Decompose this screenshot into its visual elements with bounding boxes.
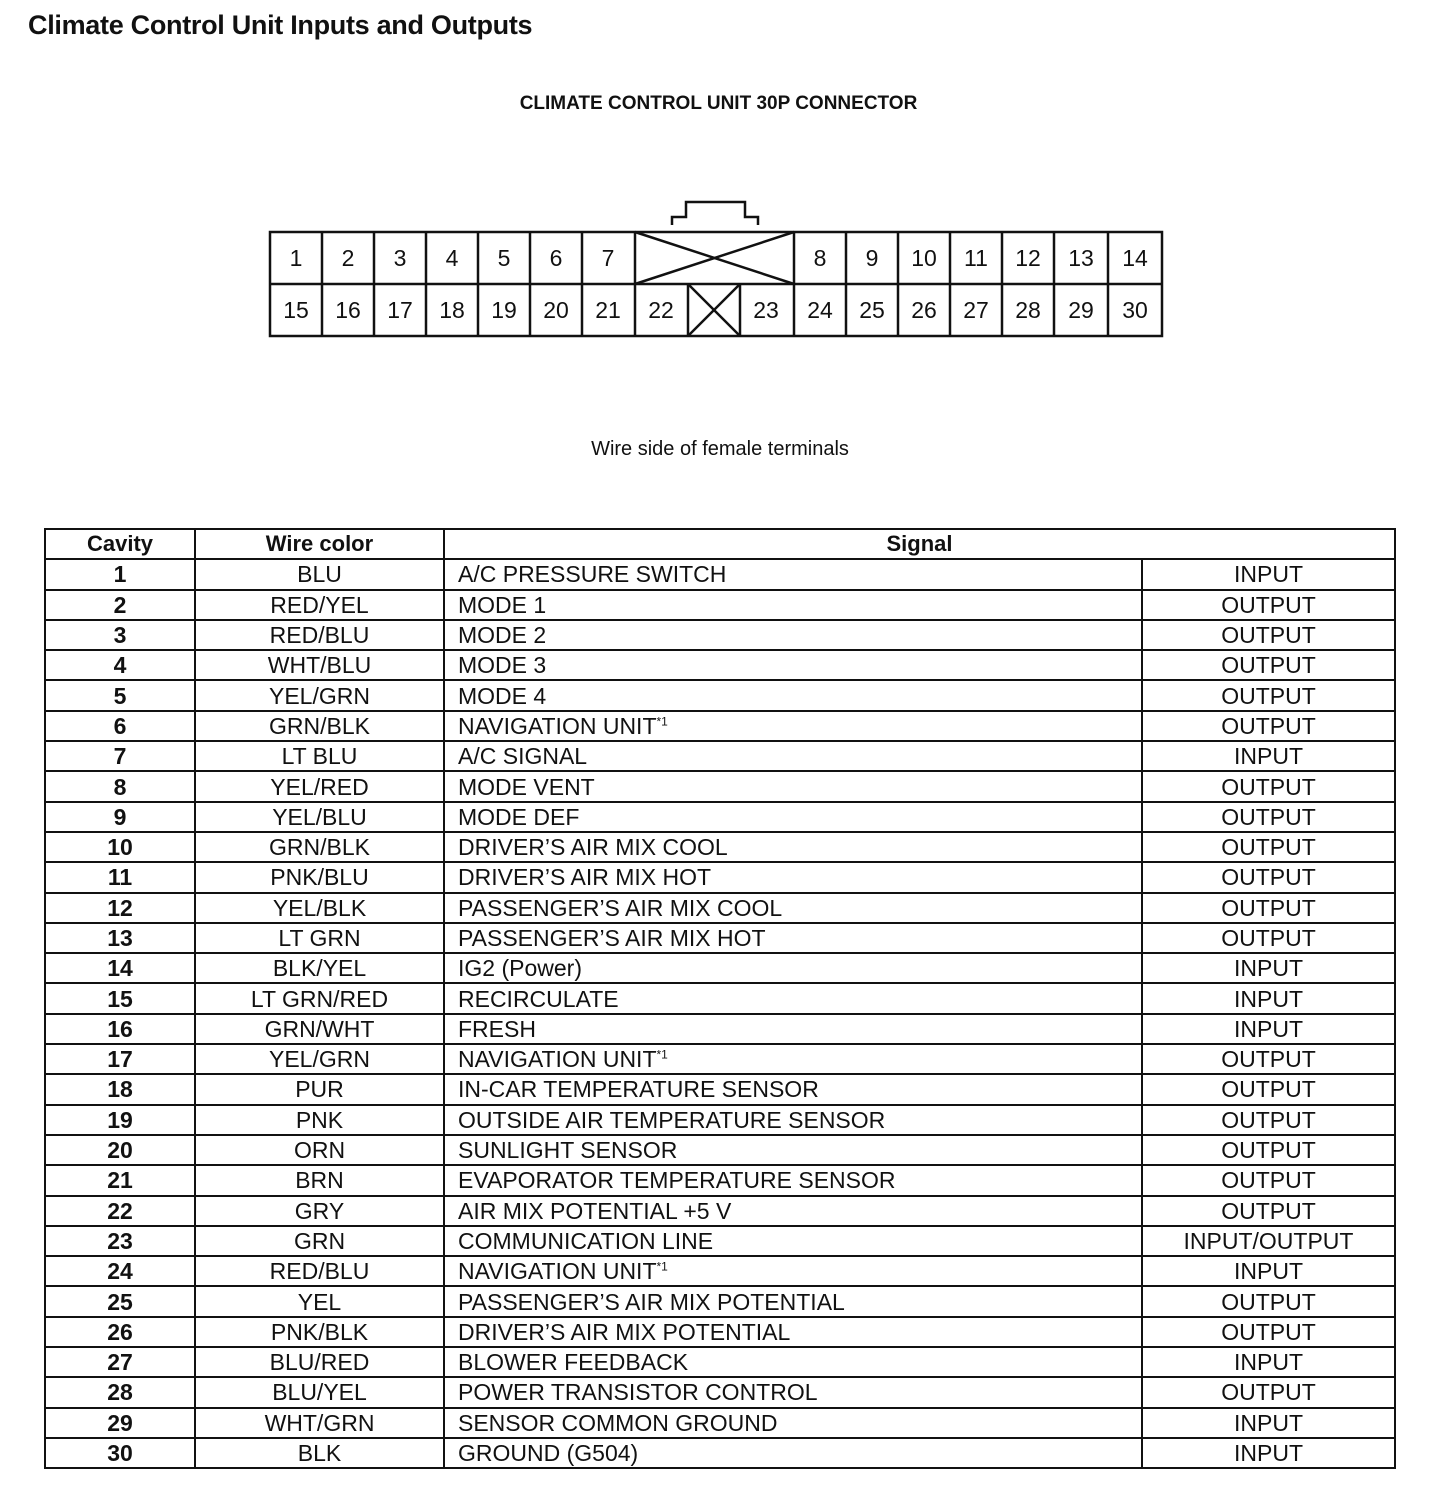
cavity-cell: 13 xyxy=(45,923,195,953)
wire-color-cell: YEL/GRN xyxy=(195,680,444,710)
table-row xyxy=(45,893,1395,923)
direction-cell: INPUT xyxy=(1142,1438,1395,1468)
wire-color-cell: BLK xyxy=(195,1438,444,1468)
direction-cell: INPUT xyxy=(1142,953,1395,983)
table-row xyxy=(45,1135,1395,1165)
wire-color-cell: RED/BLU xyxy=(195,1256,444,1286)
pin-label: 8 xyxy=(813,245,827,271)
signal-cell xyxy=(444,741,1142,771)
direction-cell: OUTPUT xyxy=(1142,1377,1395,1407)
signal-name: MODE DEF xyxy=(458,803,580,830)
pin-label: 30 xyxy=(1122,297,1148,323)
pin-label: 6 xyxy=(549,245,563,271)
wire-color-cell: BLK/YEL xyxy=(195,953,444,983)
wire-color-cell: GRY xyxy=(195,1196,444,1226)
signal-cell xyxy=(444,1286,1142,1316)
signal-name: A/C SIGNAL xyxy=(458,743,588,770)
wire-color-cell: PNK/BLK xyxy=(195,1317,444,1347)
direction-cell: OUTPUT xyxy=(1142,862,1395,892)
signal-cell xyxy=(444,953,1142,983)
cavity-cell: 21 xyxy=(45,1165,195,1195)
pin-label: 4 xyxy=(445,245,459,271)
signal-name: GROUND (G504) xyxy=(458,1440,639,1467)
signal-name: MODE 1 xyxy=(458,591,547,618)
signal-cell xyxy=(444,983,1142,1013)
pin-label: 7 xyxy=(601,245,615,271)
direction-cell: INPUT xyxy=(1142,983,1395,1013)
signal-cell xyxy=(444,1256,1142,1286)
signal-name: IG2 (Power) xyxy=(458,955,582,982)
direction-cell: INPUT xyxy=(1142,1014,1395,1044)
wire-color-cell: RED/YEL xyxy=(195,590,444,620)
signal-cell xyxy=(444,680,1142,710)
wire-color-cell: YEL/RED xyxy=(195,771,444,801)
table-row xyxy=(45,1317,1395,1347)
cavity-cell: 1 xyxy=(45,559,195,589)
signal-cell xyxy=(444,893,1142,923)
pin-label: 24 xyxy=(807,297,833,323)
wire-color-cell: LT GRN/RED xyxy=(195,983,444,1013)
pin-label: 20 xyxy=(543,297,569,323)
header-signal: Signal xyxy=(444,529,1395,559)
signal-cell xyxy=(444,1074,1142,1104)
direction-cell: OUTPUT xyxy=(1142,832,1395,862)
pin-label: 29 xyxy=(1068,297,1094,323)
signal-cell xyxy=(444,711,1142,741)
table-row xyxy=(45,741,1395,771)
signal-name: MODE VENT xyxy=(458,773,595,800)
cavity-cell: 6 xyxy=(45,711,195,741)
cavity-cell: 16 xyxy=(45,1014,195,1044)
signal-cell xyxy=(444,1438,1142,1468)
pin-label: 9 xyxy=(865,245,879,271)
connector-title-text: CLIMATE CONTROL UNIT 30P CONNECTOR xyxy=(519,93,918,114)
table-row xyxy=(45,559,1395,589)
direction-cell: OUTPUT xyxy=(1142,711,1395,741)
cavity-cell: 17 xyxy=(45,1044,195,1074)
direction-cell: OUTPUT xyxy=(1142,802,1395,832)
direction-cell: OUTPUT xyxy=(1142,923,1395,953)
cavity-cell: 25 xyxy=(45,1286,195,1316)
cavity-cell: 12 xyxy=(45,893,195,923)
wire-color-cell: BLU/RED xyxy=(195,1347,444,1377)
direction-cell: OUTPUT xyxy=(1142,680,1395,710)
table-row xyxy=(45,1014,1395,1044)
cavity-cell: 19 xyxy=(45,1105,195,1135)
cavity-cell: 20 xyxy=(45,1135,195,1165)
wire-color-cell: PNK xyxy=(195,1105,444,1135)
pin-label: 23 xyxy=(753,297,779,323)
footnote-marker: *1 xyxy=(656,714,668,729)
pin-label: 12 xyxy=(1015,245,1041,271)
signal-cell xyxy=(444,1196,1142,1226)
connector-caption: Wire side of female terminals xyxy=(591,438,849,460)
signal-name: DRIVER’S AIR MIX POTENTIAL xyxy=(458,1318,791,1345)
table-row xyxy=(45,620,1395,650)
wire-color-cell: GRN xyxy=(195,1226,444,1256)
wire-color-cell: YEL xyxy=(195,1286,444,1316)
direction-cell: INPUT xyxy=(1142,559,1395,589)
cavity-cell: 22 xyxy=(45,1196,195,1226)
cavity-cell: 4 xyxy=(45,650,195,680)
signal-name: DRIVER’S AIR MIX HOT xyxy=(458,864,712,891)
pin-label: 1 xyxy=(289,245,303,271)
pin-label: 21 xyxy=(595,297,621,323)
table-row xyxy=(45,1438,1395,1468)
signal-cell xyxy=(444,1377,1142,1407)
cavity-cell: 10 xyxy=(45,832,195,862)
cavity-cell: 7 xyxy=(45,741,195,771)
signal-name: SENSOR COMMON GROUND xyxy=(458,1409,778,1436)
cavity-cell: 28 xyxy=(45,1377,195,1407)
signal-cell xyxy=(444,1317,1142,1347)
signal-name: BLOWER FEEDBACK xyxy=(458,1349,689,1376)
cavity-cell: 2 xyxy=(45,590,195,620)
wire-color-cell: GRN/BLK xyxy=(195,832,444,862)
pin-label: 16 xyxy=(335,297,361,323)
direction-cell: OUTPUT xyxy=(1142,893,1395,923)
signal-cell xyxy=(444,771,1142,801)
cavity-cell: 15 xyxy=(45,983,195,1013)
pin-label: 25 xyxy=(859,297,885,323)
direction-cell: INPUT xyxy=(1142,741,1395,771)
table-row xyxy=(45,771,1395,801)
cavity-cell: 24 xyxy=(45,1256,195,1286)
signal-name: RECIRCULATE xyxy=(458,985,619,1012)
signal-cell xyxy=(444,650,1142,680)
wire-color-cell: WHT/BLU xyxy=(195,650,444,680)
signal-cell xyxy=(444,832,1142,862)
signal-cell xyxy=(444,1044,1142,1074)
pin-label: 19 xyxy=(491,297,517,323)
signal-name: PASSENGER’S AIR MIX COOL xyxy=(458,894,783,921)
direction-cell: OUTPUT xyxy=(1142,650,1395,680)
signal-cell xyxy=(444,923,1142,953)
wire-color-cell: PNK/BLU xyxy=(195,862,444,892)
pin-label: 14 xyxy=(1122,245,1148,271)
wire-color-cell: YEL/BLK xyxy=(195,893,444,923)
signal-name: OUTSIDE AIR TEMPERATURE SENSOR xyxy=(458,1106,886,1133)
wire-color-cell: BRN xyxy=(195,1165,444,1195)
signal-cell xyxy=(444,620,1142,650)
signal-name: FRESH xyxy=(458,1015,536,1042)
pin-label: 28 xyxy=(1015,297,1041,323)
table-row xyxy=(45,1105,1395,1135)
table-row xyxy=(45,802,1395,832)
pin-label: 26 xyxy=(911,297,937,323)
table-row xyxy=(45,680,1395,710)
direction-cell: OUTPUT xyxy=(1142,1074,1395,1104)
table-row xyxy=(45,711,1395,741)
footnote-marker: *1 xyxy=(656,1047,668,1062)
table-row xyxy=(45,1377,1395,1407)
table-row xyxy=(45,923,1395,953)
signal-name: POWER TRANSISTOR CONTROL xyxy=(458,1379,818,1406)
cavity-cell: 18 xyxy=(45,1074,195,1104)
cavity-cell: 5 xyxy=(45,680,195,710)
wire-color-cell: RED/BLU xyxy=(195,620,444,650)
table-row xyxy=(45,1044,1395,1074)
wire-color-cell: LT GRN xyxy=(195,923,444,953)
signal-name: MODE 2 xyxy=(458,622,547,649)
direction-cell: OUTPUT xyxy=(1142,1196,1395,1226)
header-wire-color: Wire color xyxy=(195,529,444,559)
signal-name: NAVIGATION UNIT xyxy=(458,1046,657,1073)
cavity-cell: 9 xyxy=(45,802,195,832)
table-row xyxy=(45,862,1395,892)
wire-color-cell: GRN/BLK xyxy=(195,711,444,741)
connector-latch xyxy=(672,202,758,225)
signal-name: COMMUNICATION LINE xyxy=(458,1227,714,1254)
table-row xyxy=(45,983,1395,1013)
signal-name: A/C PRESSURE SWITCH xyxy=(458,561,727,588)
table-row xyxy=(45,650,1395,680)
direction-cell: OUTPUT xyxy=(1142,1135,1395,1165)
pin-label: 27 xyxy=(963,297,989,323)
direction-cell: OUTPUT xyxy=(1142,1105,1395,1135)
table-row xyxy=(45,1074,1395,1104)
table-row xyxy=(45,1196,1395,1226)
signal-cell xyxy=(444,559,1142,589)
direction-cell: OUTPUT xyxy=(1142,1317,1395,1347)
pin-label: 11 xyxy=(964,245,988,271)
direction-cell: OUTPUT xyxy=(1142,1044,1395,1074)
table-row xyxy=(45,1286,1395,1316)
cavity-cell: 11 xyxy=(45,862,195,892)
pin-label: 5 xyxy=(497,245,511,271)
table-row xyxy=(45,953,1395,983)
table-header-row xyxy=(45,529,1395,559)
pin-label: 3 xyxy=(393,245,407,271)
signal-name: EVAPORATOR TEMPERATURE SENSOR xyxy=(458,1167,896,1194)
signal-name: PASSENGER’S AIR MIX HOT xyxy=(458,925,766,951)
signal-cell xyxy=(444,1135,1142,1165)
table-row xyxy=(45,1226,1395,1256)
signal-name: NAVIGATION UNIT xyxy=(458,1258,657,1285)
signal-name: PASSENGER’S AIR MIX POTENTIAL xyxy=(458,1288,845,1315)
wire-color-cell: GRN/WHT xyxy=(195,1014,444,1044)
signal-name: IN-CAR TEMPERATURE SENSOR xyxy=(458,1076,819,1103)
direction-cell: OUTPUT xyxy=(1142,1165,1395,1195)
signal-name: DRIVER’S AIR MIX COOL xyxy=(458,834,728,861)
io-table xyxy=(44,528,1396,1469)
wire-color-cell: PUR xyxy=(195,1074,444,1104)
pin-label: 2 xyxy=(341,245,355,271)
table-row xyxy=(45,1256,1395,1286)
signal-cell xyxy=(444,1105,1142,1135)
table-row xyxy=(45,1347,1395,1377)
signal-cell xyxy=(444,1226,1142,1256)
wire-color-cell: YEL/GRN xyxy=(195,1044,444,1074)
cavity-cell: 26 xyxy=(45,1317,195,1347)
header-cavity: Cavity xyxy=(45,529,195,559)
cavity-cell: 14 xyxy=(45,953,195,983)
signal-cell xyxy=(444,1014,1142,1044)
direction-cell: OUTPUT xyxy=(1142,620,1395,650)
pin-label: 13 xyxy=(1068,245,1094,271)
signal-name: AIR MIX POTENTIAL +5 V xyxy=(458,1197,732,1224)
signal-cell xyxy=(444,590,1142,620)
page-title: Climate Control Unit Inputs and Outputs xyxy=(28,10,533,40)
direction-cell: INPUT xyxy=(1142,1256,1395,1286)
cavity-cell: 8 xyxy=(45,771,195,801)
signal-cell xyxy=(444,802,1142,832)
signal-cell xyxy=(444,1165,1142,1195)
cavity-cell: 23 xyxy=(45,1226,195,1256)
pin-label: 10 xyxy=(911,245,937,271)
wire-color-cell: BLU xyxy=(195,559,444,589)
direction-cell: OUTPUT xyxy=(1142,771,1395,801)
table-row xyxy=(45,832,1395,862)
connector-diagram xyxy=(0,0,1440,360)
cavity-cell: 30 xyxy=(45,1438,195,1468)
signal-cell xyxy=(444,1347,1142,1377)
footnote-marker: *1 xyxy=(656,1259,668,1274)
wire-color-cell: ORN xyxy=(195,1135,444,1165)
wire-color-cell: YEL/BLU xyxy=(195,802,444,832)
table-row xyxy=(45,1165,1395,1195)
wire-color-cell: WHT/GRN xyxy=(195,1408,444,1438)
pin-label: 18 xyxy=(439,297,465,323)
wire-color-cell: BLU/YEL xyxy=(195,1377,444,1407)
direction-cell: OUTPUT xyxy=(1142,590,1395,620)
signal-name: SUNLIGHT SENSOR xyxy=(458,1137,678,1164)
signal-name: MODE 3 xyxy=(458,652,547,679)
table-row xyxy=(45,1408,1395,1438)
cavity-cell: 29 xyxy=(45,1408,195,1438)
signal-cell xyxy=(444,862,1142,892)
signal-name: MODE 4 xyxy=(458,682,547,709)
wire-color-cell: LT BLU xyxy=(195,741,444,771)
table-row xyxy=(45,590,1395,620)
pin-label: 15 xyxy=(283,297,309,323)
pin-label: 22 xyxy=(648,297,674,323)
direction-cell: INPUT xyxy=(1142,1347,1395,1377)
cavity-cell: 3 xyxy=(45,620,195,650)
signal-cell xyxy=(444,1408,1142,1438)
pin-label: 17 xyxy=(387,297,413,323)
direction-cell: OUTPUT xyxy=(1142,1286,1395,1316)
signal-name: NAVIGATION UNIT xyxy=(458,712,657,739)
direction-cell: INPUT xyxy=(1142,1408,1395,1438)
direction-cell: INPUT/OUTPUT xyxy=(1142,1226,1395,1256)
cavity-cell: 27 xyxy=(45,1347,195,1377)
